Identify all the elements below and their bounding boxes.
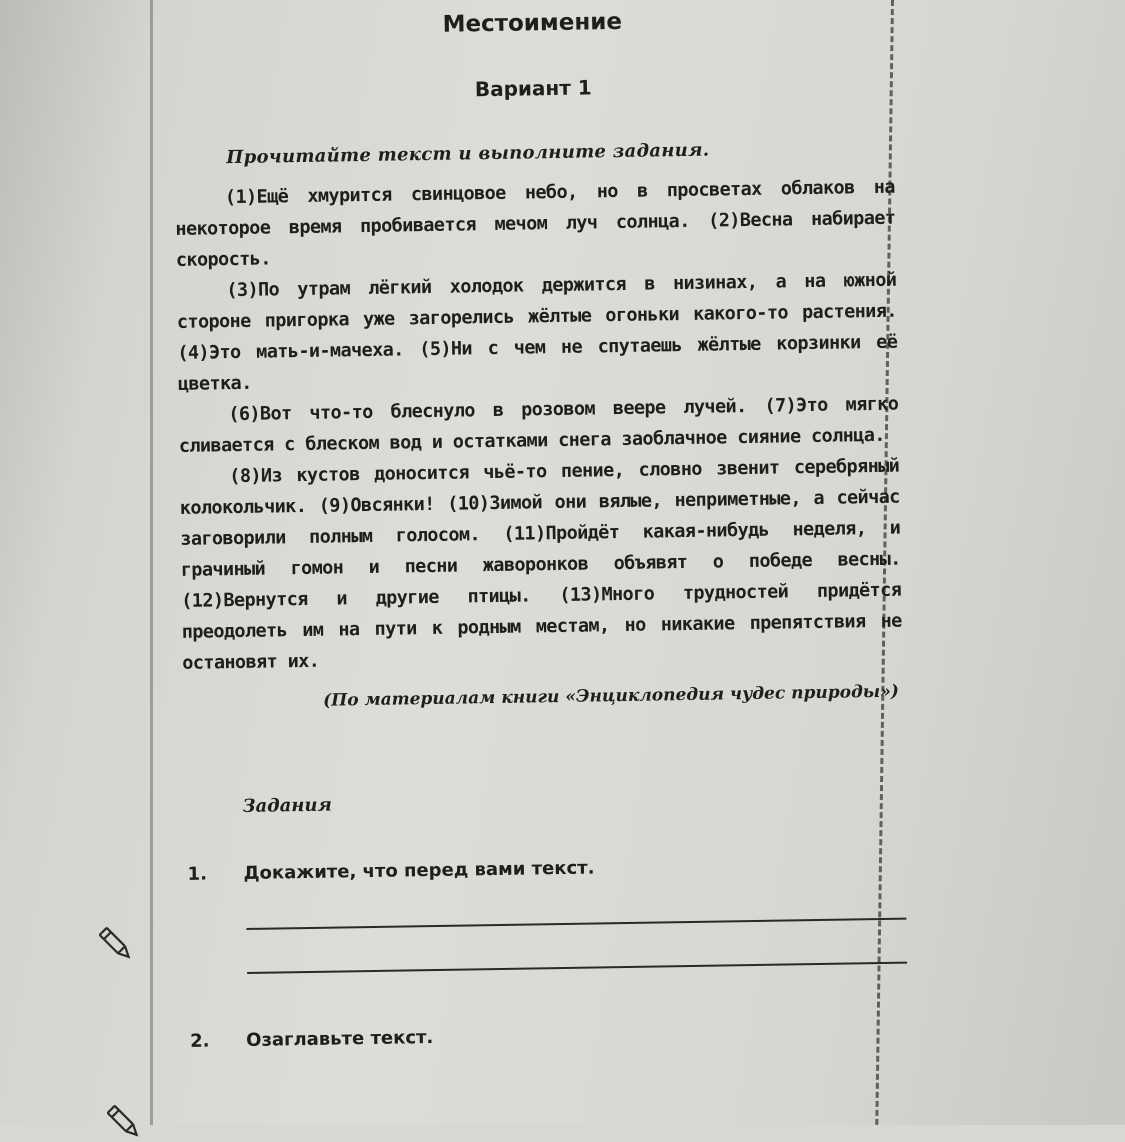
variant-heading: Вариант 1 [474, 75, 592, 102]
task-item [185, 853, 905, 885]
answer-line[interactable] [247, 962, 907, 974]
page-edge [150, 0, 153, 1125]
text-paragraph: (1)Ещё хмурится свинцовое небо, но в просветах облаков на некоторое время пробивается мечом луч солнца. (2)Весна набирает скорость. [175, 176, 896, 271]
task-number: 1. [187, 863, 208, 885]
page-title: Местоимение [442, 8, 623, 38]
pencil-icon [96, 920, 140, 964]
instruction-text: Прочитайте текст и выполните задания. [226, 139, 710, 169]
worksheet [172, 0, 908, 1052]
answer-line[interactable] [246, 918, 906, 930]
task-text: Докажите, что перед вами текст. [243, 857, 595, 884]
text-paragraph: (8)Из кустов доносится чьё-то пение, словно звенит серебряный колокольчик. (9)Овсянки! (10)Зимой они вялые, неприметные, а сейчас заговорили полным голосом. (11)Пройдёт какая-нибудь неделя, и грачиный гомон и песни жаворонков объявят о победе весны. (12)Вернутся и другие птицы. (13)Много трудностей придётся преодолеть им на пути к родным местам, но никакие препятствия не остановят их. [179, 455, 902, 674]
text-paragraph: (6)Вот что-то блеснуло в розовом веере лучей. (7)Это мягко сливается с блеском вод и остатками снега заоблачное сияние солнца. [178, 393, 899, 457]
source-citation: (По материалам книги «Энциклопедия чудес природы») [322, 681, 899, 711]
tasks-heading: Задания [242, 794, 333, 817]
pencil-icon [104, 1098, 148, 1142]
text-paragraph: (3)По утрам лёгкий холодок держится в низинах, а на южной стороне пригорка уже загорелись жёлтые огоньки какого-то растения. (4)Это мать-и-мачеха. (5)Ни с чем не спутаешь жёлтые корзинки её цветка. [176, 269, 898, 395]
task-number: 2. [190, 1030, 210, 1052]
task-text: Озаглавьте текст. [246, 1027, 434, 1051]
